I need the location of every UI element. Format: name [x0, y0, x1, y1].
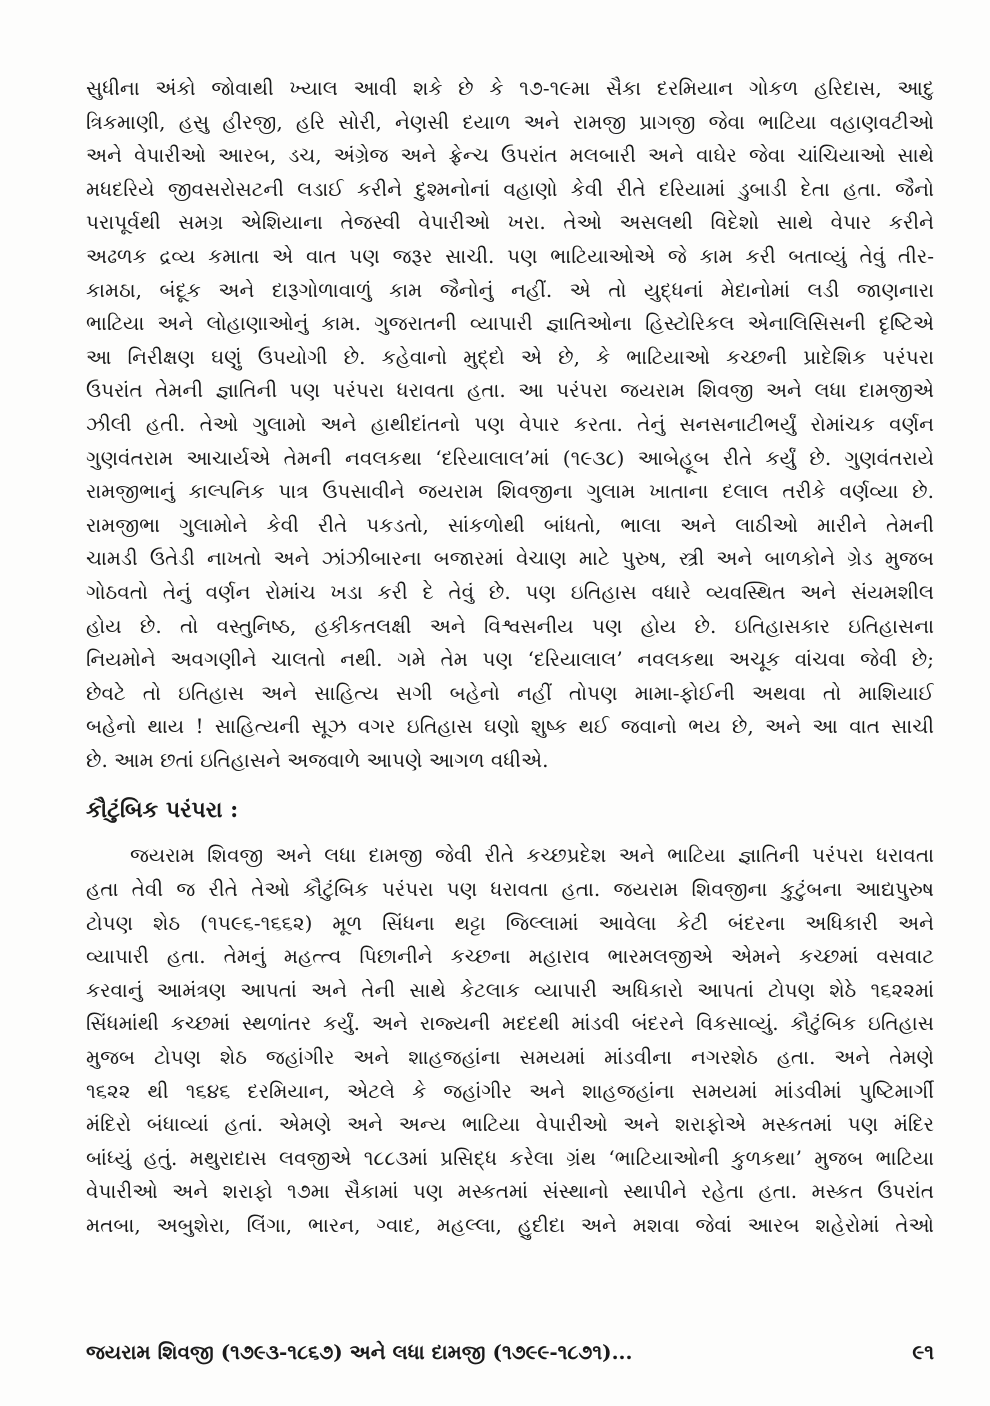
page-footer [86, 1340, 934, 1374]
text-line: મતબા, અબુશેરા, લિંગા, ભારન, ગ્વાદ, મહલ્લા, હુદીદા અને મશવા જેવાં આરબ શહેરોમાં તેઓ [86, 1213, 934, 1237]
text-line: કરવાનું આમંત્રણ આપતાં અને તેની સાથે કેટલાક વ્યાપારી અધિકારો આપતાં ટોપણ શેઠે ૧૬૨૨માં [86, 977, 934, 1002]
text-line: ત્રિકમાણી, હસુ હીરજી, હરિ સોરી, નેણસી દયાળ અને રામજી પ્રાગજી જેવા ભાટિયા વહાણવટીઓ [86, 109, 934, 134]
text-line: ભાટિયા અને લોહાણાઓનું કામ. ગુજરાતની વ્યાપારી જ્ઞાતિઓના હિસ્ટોરિકલ એનાલિસિસની દૃષ્ટિએ [86, 311, 934, 336]
text-line: અને વેપારીઓ આરબ, ડચ, અંગ્રેજ અને ફ્રેન્ચ ઉપરાંત મલબારી અને વાઘેર જેવા ચાંચિયાઓ સાથે [86, 143, 934, 168]
text-line: નિયમોને અવગણીને ચાલતો નથી. ગમે તેમ પણ ‘દરિયાલાલ’ નવલકથા અચૂક વાંચવા જેવી છે; [86, 647, 934, 672]
page-body [86, 72, 934, 1243]
section-heading: કૌટુંબિક પરંપરા : [86, 797, 239, 824]
running-title: જયરામ શિવજી (૧૭૯૩-૧૮૬૭) અને લધા દામજી (૧૭૯૯-૧૮૭૧)... [86, 1340, 633, 1364]
text-line: છે. આમ છતાં ઇતિહાસને અજવાળે આપણે આગળ વધીએ. [86, 747, 549, 772]
text-line: કામઠા, બંદૂક અને દારૂગોળાવાળું કામ જૈનોનું નહીં. એ તો યુદ્ધનાં મેદાનોમાં લડી જાણનારા [86, 277, 934, 302]
text-line: રામજીભાનું કાલ્પનિક પાત્ર ઉપસાવીને જયરામ શિવજીના ગુલામ ખાતાના દલાલ તરીકે વર્ણવ્યા છે. [86, 479, 934, 504]
text-line: વેપારીઓ અને શરાફો ૧૭મા સૈકામાં પણ મસ્કતમાં સંસ્થાનો સ્થાપીને રહેતા હતા. મસ્કત ઉપરાંત [86, 1179, 934, 1204]
text-line: મુજબ ટોપણ શેઠ જહાંગીર અને શાહજહાંના સમયમાં માંડવીના નગરશેઠ હતા. અને તેમણે [86, 1045, 934, 1070]
text-line: બહેનો થાય ! સાહિત્યની સૂઝ વગર ઇતિહાસ ઘણો શુષ્ક થઈ જવાનો ભય છે, અને આ વાત સાચી [86, 714, 934, 739]
text-line: મંદિરો બંધાવ્યાં હતાં. એમણે અને અન્ય ભાટિયા વેપારીઓ અને શરાફોએ મસ્કતમાં પણ મંદિર [86, 1112, 934, 1137]
text-line: મધદરિયે જીવસરોસટની લડાઈ કરીને દુશ્મનોનાં વહાણો કેવી રીતે દરિયામાં ડુબાડી દેતા હતા. જૈનો [86, 176, 934, 201]
text-line: જયરામ શિવજી અને લધા દામજી જેવી રીતે કચ્છપ્રદેશ અને ભાટિયા જ્ઞાતિની પરંપરા ધરાવતા [130, 843, 934, 868]
text-line: ચામડી ઉતેડી નાખતો અને ઝાંઝીબારના બજારમાં વેચાણ માટે પુરુષ, સ્ત્રી અને બાળકોને ગ્રેડ મુજબ [86, 546, 934, 571]
text-line: ઉપરાંત તેમની જ્ઞાતિની પણ પરંપરા ધરાવતા હતા. આ પરંપરા જયરામ શિવજી અને લધા દામજીએ [86, 378, 934, 403]
text-line: રામજીભા ગુલામોને કેવી રીતે પકડતો, સાંકળોથી બાંધતો, ભાલા અને લાઠીઓ મારીને તેમની [86, 512, 934, 537]
text-line: ઝીલી હતી. તેઓ ગુલામો અને હાથીદાંતનો પણ વેપાર કરતા. તેનું સનસનાટીભર્યું રોમાંચક વર્ણન [86, 411, 934, 436]
page-number: ૯૧ [912, 1340, 934, 1364]
text-line: ગુણવંતરામ આચાર્યએ તેમની નવલકથા ‘દરિયાલાલ’માં (૧૯૩૮) આબેહૂબ રીતે કર્યું છે. ગુણવંતરાયે [86, 445, 934, 470]
text-line: છેવટે તો ઇતિહાસ અને સાહિત્ય સગી બહેનો નહીં તોપણ મામા-ફોઈની અથવા તો માશિયાઈ [86, 680, 934, 705]
paragraph-1 [86, 72, 934, 777]
text-line: સિંધમાંથી કચ્છમાં સ્થળાંતર કર્યું. અને રાજ્યની મદદથી માંડવી બંદરને વિકસાવ્યું. કૌટુંબિક ઇતિહાસ [86, 1011, 934, 1036]
text-line: વ્યાપારી હતા. તેમનું મહત્ત્વ પિછાનીને કચ્છના મહારાવ ભારમલજીએ એમને કચ્છમાં વસવાટ [86, 944, 934, 969]
text-line: હતા તેવી જ રીતે તેઓ કૌટુંબિક પરંપરા પણ ધરાવતા હતા. જયરામ શિવજીના કુટુંબના આદ્યપુરુષ [86, 877, 934, 902]
text-line: ટોપણ શેઠ (૧૫૯૬-૧૬૬૨) મૂળ સિંધના થટ્ટા જિલ્લામાં આવેલા કેટી બંદરના અધિકારી અને [86, 910, 934, 935]
text-line: સુધીના અંકો જોવાથી ખ્યાલ આવી શકે છે કે ૧૭-૧૯મા સૈકા દરમિયાન ગોકળ હરિદાસ, આદુ [86, 76, 934, 100]
text-line: આ નિરીક્ષણ ઘણું ઉપયોગી છે. કહેવાનો મુદ્દો એ છે, કે ભાટિયાઓ કચ્છની પ્રાદેશિક પરંપરા [86, 344, 934, 369]
text-line: ૧૬૨૨ થી ૧૬૪૬ દરમિયાન, એટલે કે જહાંગીર અને શાહજહાંના સમયમાં માંડવીમાં પુષ્ટિમાર્ગી [86, 1078, 934, 1103]
text-line: અઢળક દ્રવ્ય કમાતા એ વાત પણ જરૂર સાચી. પણ ભાટિયાઓએ જે કામ કરી બતાવ્યું તેવું તીર- [86, 243, 934, 268]
text-line: હોય છે. તો વસ્તુનિષ્ઠ, હકીકતલક્ષી અને વિશ્વસનીય પણ હોય છે. ઇતિહાસકાર ઇતિહાસના [86, 613, 934, 638]
text-line: પરાપૂર્વથી સમગ્ર એશિયાના તેજસ્વી વેપારીઓ ખરા. તેઓ અસલથી વિદેશો સાથે વેપાર કરીને [86, 210, 934, 235]
text-line: બાંધ્યું હતું. મથુરાદાસ લવજીએ ૧૮૮૩માં પ્રસિદ્ધ કરેલા ગ્રંથ ‘ભાટિયાઓની કુળકથા’ મુજબ ભાટિયા [86, 1145, 934, 1170]
text-line: ગોઠવતો તેનું વર્ણન રોમાંચ ખડા કરી દે તેવું છે. પણ ઇતિહાસ વધારે વ્યવસ્થિત અને સંયમશીલ [86, 579, 934, 604]
paragraph-2 [86, 839, 934, 1242]
